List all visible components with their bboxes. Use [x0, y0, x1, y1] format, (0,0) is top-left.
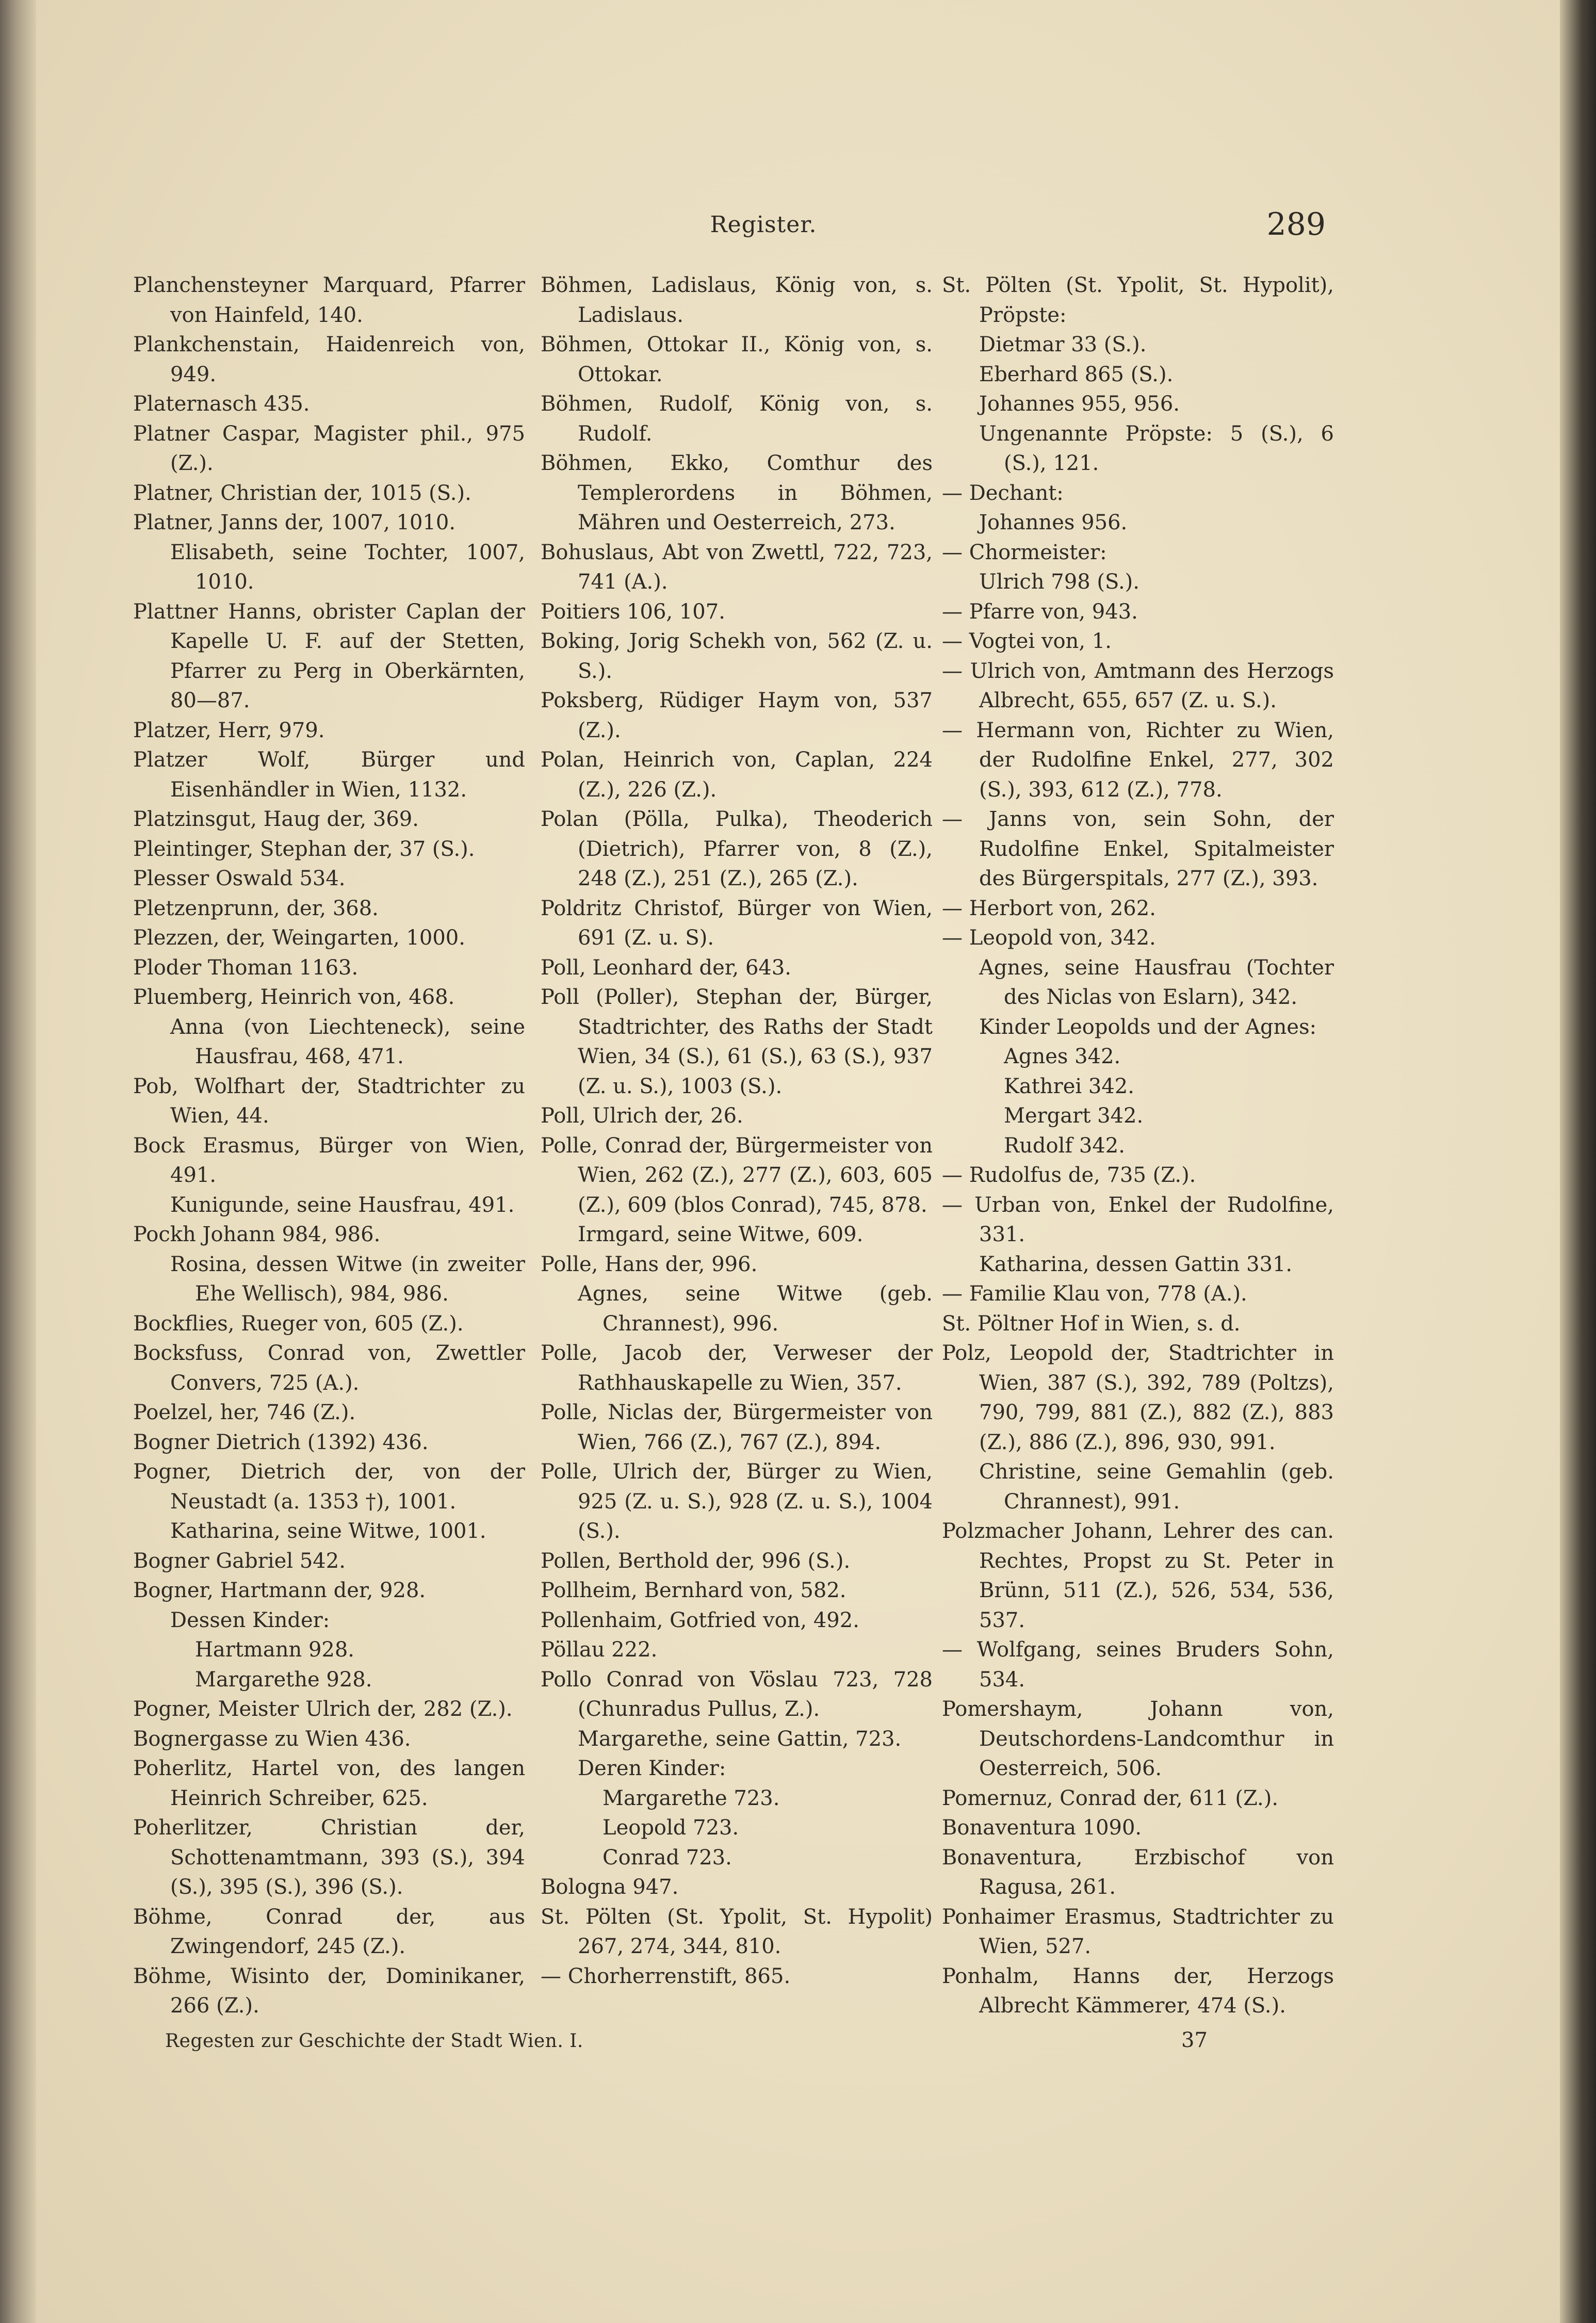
- index-subentry: Rudolf 342.: [1004, 1133, 1125, 1158]
- index-entry: Bock Erasmus, Bürger von Wien, 491.: [133, 1133, 525, 1187]
- index-entry: Polan (Pölla, Pulka), Theoderich (Dietrich), Pfarrer von, 8 (Z.), 248 (Z.), 251 (Z.), 265 (Z.).: [541, 807, 933, 890]
- index-entry: Planchensteyner Marquard, Pfarrer von Hainfeld, 140.: [133, 273, 525, 327]
- index-entry: Polle, Hans der, 996.: [541, 1252, 758, 1276]
- index-entry: Ploder Thoman 1163.: [133, 955, 359, 980]
- index-subentry: Johannes 955, 956.: [979, 392, 1180, 416]
- index-entry: Pomershaym, Johann von, Deutschordens-Landcomthur in Oesterreich, 506.: [942, 1697, 1334, 1780]
- index-entry: Platzer Wolf, Bürger und Eisenhändler in Wien, 1132.: [133, 748, 525, 802]
- index-entry: Polle, Ulrich der, Bürger zu Wien, 925 (Z. u. S.), 928 (Z. u. S.), 1004 (S.).: [541, 1460, 933, 1543]
- index-entry: — Urban von, Enkel der Rudolfine, 331.: [942, 1193, 1334, 1246]
- index-column-1: [133, 271, 525, 2021]
- index-entry: Poll, Ulrich der, 26.: [541, 1104, 743, 1128]
- index-subentry: Christine, seine Gemahlin (geb. Chrannest), 991.: [979, 1460, 1334, 1514]
- index-entry: — Chormeister:: [942, 540, 1107, 564]
- index-entry: Böhme, Wisinto der, Dominikaner, 266 (Z.).: [133, 1964, 525, 2018]
- index-subentry: Dessen Kinder:: [170, 1608, 330, 1632]
- index-column-3: [942, 271, 1334, 2021]
- index-entry: Bologna 947.: [541, 1875, 679, 1899]
- index-subentry: Elisabeth, seine Tochter, 1007, 1010.: [170, 540, 525, 594]
- index-entry: Boking, Jorig Schekh von, 562 (Z. u. S.).: [541, 629, 933, 683]
- index-entry: Plattner Hanns, obrister Caplan der Kapelle U. F. auf der Stetten, Pfarrer zu Perg in Oberkärnten, 80—87.: [133, 599, 525, 712]
- index-subentry: Kinder Leopolds und der Agnes:: [979, 1015, 1317, 1039]
- index-entry: — Familie Klau von, 778 (A.).: [942, 1282, 1247, 1306]
- index-entry: Polle, Niclas der, Bürgermeister von Wien, 766 (Z.), 767 (Z.), 894.: [541, 1401, 933, 1454]
- index-entry: Plezzen, der, Weingarten, 1000.: [133, 926, 465, 950]
- index-entry: Platner, Janns der, 1007, 1010.: [133, 511, 456, 534]
- index-subentry: Katharina, dessen Gattin 331.: [979, 1252, 1293, 1276]
- index-entry: Polz, Leopold der, Stadtrichter in Wien, 387 (S.), 392, 789 (Poltzs), 790, 799, 881 (Z.), 882 (Z.), 883 (Z.), 886 (Z.), 896, 930, 991.: [942, 1341, 1334, 1454]
- page-number: 289: [1266, 206, 1326, 242]
- index-entry: — Pfarre von, 943.: [942, 599, 1138, 624]
- index-entry: Poksberg, Rüdiger Haym von, 537 (Z.).: [541, 689, 933, 742]
- index-entry: Polzmacher Johann, Lehrer des can. Rechtes, Propst zu St. Peter in Brünn, 511 (Z.), 526, 534, 536, 537.: [942, 1519, 1334, 1632]
- index-entry: Bocksfuss, Conrad von, Zwettler Convers, 725 (A.).: [133, 1341, 525, 1395]
- index-entry: St. Pölten (St. Ypolit, St. Hypolit), Pröpste:: [942, 273, 1334, 327]
- index-entry: Bonaventura, Erzbischof von Ragusa, 261.: [942, 1845, 1334, 1899]
- index-subentry: Kathrei 342.: [1004, 1074, 1134, 1098]
- index-entry: Plankchenstain, Haidenreich von, 949.: [133, 333, 525, 386]
- book-gutter: [0, 0, 36, 2323]
- index-entry: Polle, Conrad der, Bürgermeister von Wien, 262 (Z.), 277 (Z.), 603, 605 (Z.), 609 (blos Conrad), 745, 878.: [541, 1133, 933, 1217]
- index-entry: Platernasch 435.: [133, 392, 310, 416]
- index-subentry: Ungenannte Pröpste: 5 (S.), 6 (S.), 121.: [979, 421, 1334, 475]
- index-subentry: Irmgard, seine Witwe, 609.: [578, 1223, 864, 1246]
- index-entry: Bockflies, Rueger von, 605 (Z.).: [133, 1311, 464, 1336]
- index-entry: — Herbort von, 262.: [942, 896, 1156, 920]
- index-entry: — Wolfgang, seines Bruders Sohn, 534.: [942, 1638, 1334, 1692]
- index-entry: Bognergasse zu Wien 436.: [133, 1727, 411, 1751]
- index-subentry: Rosina, dessen Witwe (in zweiter Ehe Wellisch), 984, 986.: [170, 1252, 525, 1306]
- index-entry: Pockh Johann 984, 986.: [133, 1223, 381, 1246]
- index-subentry: Ulrich 798 (S.).: [979, 570, 1139, 594]
- index-entry: Pob, Wolfhart der, Stadtrichter zu Wien, 44.: [133, 1074, 525, 1128]
- footer-title: Regesten zur Geschichte der Stadt Wien. I.: [165, 2030, 583, 2052]
- index-subentry: Hartmann 928.: [195, 1638, 355, 1662]
- index-entry: Pleintinger, Stephan der, 37 (S.).: [133, 837, 475, 861]
- index-entry: Pollo Conrad von Vöslau 723, 728 (Chunradus Pullus, Z.).: [541, 1667, 933, 1721]
- index-entry: — Janns von, sein Sohn, der Rudolfine Enkel, Spitalmeister des Bürgerspitals, 277 (Z.), 393.: [942, 807, 1334, 890]
- index-entry: Pluemberg, Heinrich von, 468.: [133, 985, 455, 1009]
- index-entry: Bogner, Hartmann der, 928.: [133, 1579, 426, 1602]
- index-entry: St. Pölten (St. Ypolit, St. Hypolit) 267, 274, 344, 810.: [541, 1905, 933, 1958]
- index-entry: Polan, Heinrich von, Caplan, 224 (Z.), 226 (Z.).: [541, 748, 933, 802]
- index-subentry: Margarethe 723.: [602, 1786, 780, 1810]
- index-entry: Bogner Dietrich (1392) 436.: [133, 1430, 429, 1454]
- index-entry: Pollheim, Bernhard von, 582.: [541, 1579, 846, 1602]
- index-entry: — Leopold von, 342.: [942, 926, 1156, 950]
- index-subentry: Mergart 342.: [1004, 1104, 1144, 1128]
- index-entry: — Rudolfus de, 735 (Z.).: [942, 1163, 1196, 1187]
- index-subentry: Leopold 723.: [602, 1816, 739, 1840]
- index-entry: Böhmen, Ladislaus, König von, s. Ladislaus.: [541, 273, 933, 327]
- index-subentry: Eberhard 865 (S.).: [979, 362, 1174, 386]
- index-entry: — Dechant:: [942, 481, 1064, 505]
- index-entry: Böhmen, Ottokar II., König von, s. Ottokar.: [541, 333, 933, 386]
- index-entry: Platner, Christian der, 1015 (S.).: [133, 481, 471, 505]
- index-entry: Bogner Gabriel 542.: [133, 1549, 346, 1573]
- index-entry: — Vogtei von, 1.: [942, 629, 1112, 653]
- index-entry: Platzinsgut, Haug der, 369.: [133, 807, 419, 831]
- index-entry: Böhmen, Rudolf, König von, s. Rudolf.: [541, 392, 933, 446]
- index-subentry: Anna (von Liechteneck), seine Hausfrau, 468, 471.: [170, 1015, 525, 1068]
- page-edge: [1560, 0, 1596, 2323]
- index-subentry: Dietmar 33 (S.).: [979, 333, 1147, 356]
- index-entry: St. Pöltner Hof in Wien, s. d.: [942, 1311, 1241, 1336]
- index-entry: Platner Caspar, Magister phil., 975 (Z.).: [133, 421, 525, 475]
- index-subentry: Deren Kinder:: [578, 1757, 726, 1780]
- index-entry: — Chorherrenstift, 865.: [541, 1964, 791, 1988]
- index-entry: Ponhalm, Hanns der, Herzogs Albrecht Kämmerer, 474 (S.).: [942, 1964, 1334, 2018]
- index-entry: — Hermann von, Richter zu Wien, der Rudolfine Enkel, 277, 302 (S.), 393, 612 (Z.), 778.: [942, 718, 1334, 802]
- index-entry: Poll, Leonhard der, 643.: [541, 955, 792, 980]
- index-entry: Bohuslaus, Abt von Zwettl, 722, 723, 741 (A.).: [541, 540, 933, 594]
- index-entry: Poldritz Christof, Bürger von Wien, 691 (Z. u. S).: [541, 896, 933, 950]
- index-entry: Poherlitzer, Christian der, Schottenamtmann, 393 (S.), 394 (S.), 395 (S.), 396 (S.).: [133, 1816, 525, 1899]
- index-entry: Pogner, Dietrich der, von der Neustadt (a. 1353 †), 1001.: [133, 1460, 525, 1514]
- index-entry: Poll (Poller), Stephan der, Bürger, Stadtrichter, des Raths der Stadt Wien, 34 (S.), 61 (S.), 63 (S.), 937 (Z. u. S.), 1003 (S.).: [541, 985, 933, 1098]
- index-entry: Bonaventura 1090.: [942, 1816, 1142, 1840]
- index-entry: Pollenhaim, Gotfried von, 492.: [541, 1608, 859, 1632]
- signature-mark: 37: [1181, 2028, 1208, 2052]
- index-entry: — Ulrich von, Amtmann des Herzogs Albrecht, 655, 657 (Z. u. S.).: [942, 659, 1334, 712]
- index-entry: Pöllau 222.: [541, 1638, 658, 1662]
- index-entry: Pogner, Meister Ulrich der, 282 (Z.).: [133, 1697, 513, 1721]
- index-entry: Ponhaimer Erasmus, Stadtrichter zu Wien, 527.: [942, 1905, 1334, 1958]
- index-entry: Poelzel, her, 746 (Z.).: [133, 1401, 356, 1424]
- index-entry: Poitiers 106, 107.: [541, 599, 725, 624]
- index-subentry: Agnes, seine Hausfrau (Tochter des Niclas von Eslarn), 342.: [979, 955, 1334, 1009]
- index-subentry: Agnes, seine Witwe (geb. Chrannest), 996.: [578, 1282, 933, 1336]
- index-entry: Poherlitz, Hartel von, des langen Heinrich Schreiber, 625.: [133, 1757, 525, 1810]
- index-subentry: Johannes 956.: [979, 511, 1128, 534]
- index-subentry: Conrad 723.: [602, 1845, 732, 1870]
- index-entry: Böhme, Conrad der, aus Zwingendorf, 245 (Z.).: [133, 1905, 525, 1958]
- index-subentry: Katharina, seine Witwe, 1001.: [170, 1519, 486, 1543]
- index-column-2: [541, 271, 933, 1991]
- index-entry: Polle, Jacob der, Verweser der Rathhauskapelle zu Wien, 357.: [541, 1341, 933, 1395]
- index-entry: Pollen, Berthold der, 996 (S.).: [541, 1549, 851, 1573]
- index-subentry: Kunigunde, seine Hausfrau, 491.: [170, 1193, 515, 1217]
- index-entry: Böhmen, Ekko, Comthur des Templerordens in Böhmen, Mähren und Oesterreich, 273.: [541, 451, 933, 534]
- index-subentry: Agnes 342.: [1004, 1045, 1121, 1068]
- index-entry: Plesser Oswald 534.: [133, 867, 346, 890]
- index-entry: Pomernuz, Conrad der, 611 (Z.).: [942, 1786, 1279, 1810]
- index-subentry: Margarethe, seine Gattin, 723.: [578, 1727, 902, 1751]
- running-head: Register.: [710, 212, 817, 238]
- index-subentry: Margarethe 928.: [195, 1667, 372, 1692]
- index-entry: Platzer, Herr, 979.: [133, 718, 325, 742]
- index-entry: Pletzenprunn, der, 368.: [133, 896, 379, 920]
